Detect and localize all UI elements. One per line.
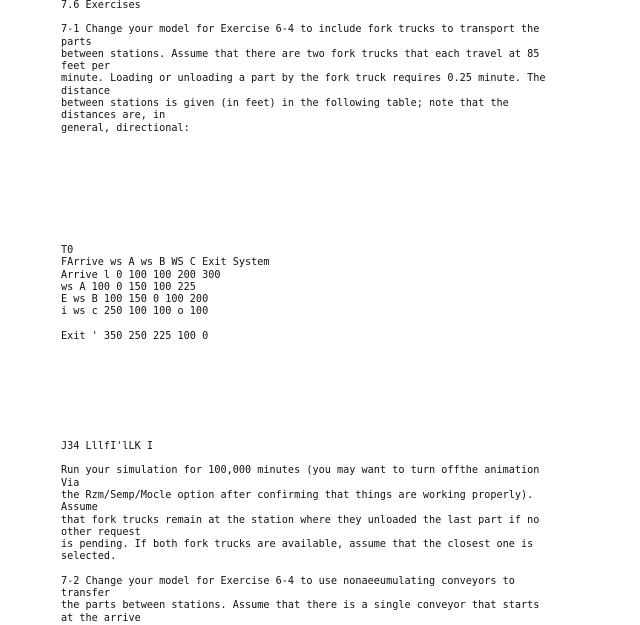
text-line: the parts between stations. Assume that there is a single conveyor that starts (61, 600, 540, 612)
run-simulation-paragraph (61, 465, 581, 563)
distance-table (61, 245, 581, 343)
table-line: ws A 100 0 150 100 225 (61, 281, 196, 293)
text-line: the Rzm/Semp/Mocle option after confirming that things are working properly). (61, 489, 534, 501)
text-line: that fork trucks remain at the station where they unloaded the last part if no (61, 514, 540, 526)
document-page (61, 0, 581, 625)
text-line: transfer (61, 588, 111, 600)
text-line: Run your simulation for 100,000 minutes (you may want to turn offthe animation (61, 465, 540, 477)
text-line: other request (61, 526, 141, 538)
table-line: Arrive l 0 100 100 200 300 (61, 269, 221, 281)
exercise-7-2-paragraph (61, 576, 581, 625)
table-line: i ws c 250 100 100 o 100 (61, 306, 209, 318)
text-line: distance (61, 85, 111, 97)
text-line: feet per (61, 61, 111, 73)
text-line: parts (61, 36, 92, 48)
table-exit-row: Exit ' 350 250 225 100 0 (61, 330, 209, 342)
text-line: Via (61, 477, 80, 489)
table-line: FArrive ws A ws B WS C Exit System (61, 257, 270, 269)
text-line: 7-2 Change your model for Exercise 6-4 to use nonaeeumulating conveyors to (61, 575, 515, 587)
table-line: T0 (61, 244, 74, 256)
text-line: Assume (61, 502, 98, 514)
section-heading: 7.6 Exercises (61, 0, 141, 11)
text-line: selected. (61, 551, 117, 563)
text-line: minute. Loading or unloading a part by the fork truck requires 0.25 minute. The (61, 73, 546, 85)
text-line: distances are, in (61, 110, 166, 122)
text-line: is pending. If both fork trucks are available, assume that the closest one is (61, 539, 534, 551)
text-line: between stations. Assume that there are two fork trucks that each travel at 85 (61, 48, 540, 60)
text-line: between stations is given (in feet) in the following table; note that the (61, 98, 509, 110)
text-line: 7-1 Change your model for Exercise 6-4 to include fork trucks to transport the (61, 24, 540, 36)
text-line: general, directional: (61, 122, 190, 134)
exercise-7-1-paragraph (61, 24, 581, 135)
text-line: at the arrive (61, 612, 141, 624)
page-header: J34 LllfI'lLK I (61, 441, 154, 453)
table-line: E ws B 100 150 0 100 200 (61, 294, 209, 306)
